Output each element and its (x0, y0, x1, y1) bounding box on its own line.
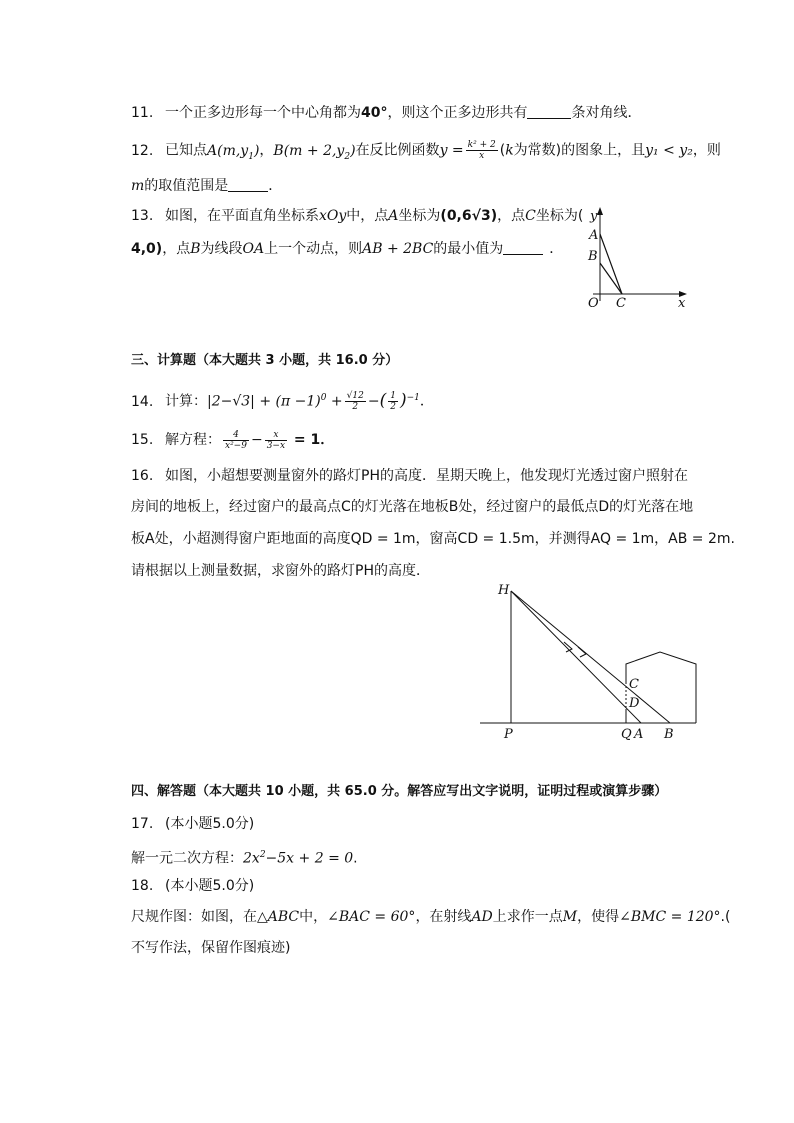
label-y: y (590, 209, 598, 224)
score-label: (本小题5.0分) (165, 816, 255, 832)
subscript: 2 (344, 151, 351, 162)
question-text: 中，点 (346, 208, 389, 224)
question-text: 在反比例函数 (355, 142, 440, 159)
math: AD (471, 909, 493, 925)
section-title: 四、解答题（本大题共 10 小题，共 65.0 分。解答应写出文字说明，证明过程或演算步骤） (131, 784, 668, 799)
answer-blank[interactable] (228, 177, 268, 192)
math: AB + 2BC (362, 241, 434, 257)
question-16-line2: 房间的地板上，经过窗户的最高点C的灯光落在地板B处，经过窗户的最低点D的灯光落在地 (131, 499, 694, 515)
math: M (562, 909, 578, 925)
math: A (388, 208, 399, 224)
question-number: 15. (131, 432, 154, 448)
question-text: 解方程： (165, 432, 221, 448)
question-text: 为常数)的图象上，且 (513, 142, 646, 159)
math: + (326, 393, 343, 410)
question-number: 11. (131, 105, 154, 121)
math-var: m (131, 178, 145, 194)
question-15 (131, 428, 334, 452)
question-14 (131, 386, 434, 414)
punct: ． (268, 178, 283, 194)
question-13 (131, 206, 583, 226)
question-text: 的最小值为 (433, 241, 504, 257)
label-c: C (616, 296, 626, 310)
superscript: −1 (406, 393, 420, 403)
question-text: 的取值范围是 (144, 178, 229, 194)
answer-blank[interactable] (527, 104, 571, 119)
label-c: C (629, 677, 639, 692)
numerator: x (265, 430, 287, 441)
arrow-mark (564, 642, 572, 652)
question-text: 如图，在平面直角坐标系 (165, 208, 319, 224)
math: |2−√3| + (π −1) (207, 393, 321, 410)
fraction (345, 391, 366, 412)
denominator: x (479, 151, 485, 161)
punct: ． (419, 393, 434, 410)
punct: . (353, 850, 358, 867)
question-text: 上一个动点，则 (264, 241, 363, 257)
numerator: 4 (223, 430, 249, 441)
question-text: 中， (299, 909, 328, 925)
math: 2x (243, 850, 260, 867)
math: = 1． (289, 432, 335, 448)
question-16 (131, 466, 688, 486)
section-title: 三、计算题（本大题共 3 小题，共 16.0 分） (131, 353, 399, 368)
question-text: ，点 (162, 241, 191, 257)
math-function: y = (439, 142, 464, 159)
question-text: 上求作一点 (492, 909, 563, 925)
question-number: 18. (131, 878, 154, 894)
label-h: H (498, 583, 510, 598)
label-b: B (588, 249, 598, 264)
punct: ， (259, 142, 274, 159)
numerator: 1 (390, 391, 396, 402)
question-text: 尺规作图：如图，在 (131, 909, 257, 925)
math: B (190, 241, 201, 257)
fraction (265, 430, 287, 451)
angle-value: 40° (361, 105, 388, 121)
question-text: ，在射线 (415, 909, 472, 925)
segment-bc (600, 263, 622, 294)
subscript: 1 (248, 151, 254, 162)
question-text: 计算： (165, 393, 207, 410)
question-text: ，点 (497, 208, 526, 224)
q13-coordinate-figure (585, 205, 695, 310)
fraction (223, 430, 249, 451)
punct: ( (499, 142, 506, 159)
question-number: 17. (131, 816, 154, 832)
question-11 (131, 103, 641, 123)
question-number: 14. (131, 393, 154, 410)
math: △ABC (257, 909, 300, 925)
fraction (466, 140, 498, 161)
q16-streetlight-figure (470, 578, 710, 748)
question-18-line2 (131, 907, 730, 927)
math: ∠BMC = 120° (619, 909, 721, 925)
superscript: 0 (320, 393, 327, 403)
superscript: 2 (259, 850, 266, 860)
math: A(m,y (207, 142, 249, 159)
math: ) (350, 142, 356, 159)
question-text: 为线段 (200, 241, 243, 257)
math: ∠BAC = 60° (327, 909, 416, 925)
punct: ． (549, 241, 564, 257)
question-text: ，则这个正多边形共有 (387, 105, 528, 121)
numerator: k² + 2 (467, 140, 496, 150)
math: xOy (319, 208, 347, 224)
math-point-a (207, 142, 260, 162)
question-13-line2 (131, 239, 563, 259)
math-var: k (505, 142, 514, 159)
question-number: 16. (131, 468, 154, 484)
math: −5x + 2 = 0 (265, 850, 354, 867)
question-17 (131, 814, 254, 834)
label-o: O (588, 296, 599, 310)
label-x: x (678, 296, 686, 310)
question-12 (131, 140, 721, 166)
question-text: ，则 (692, 142, 721, 159)
question-text: 解一元二次方程： (131, 850, 243, 867)
label-p: P (504, 727, 513, 742)
math: − (250, 432, 263, 448)
question-text: 坐标为 (398, 208, 441, 224)
question-text: 条对角线． (571, 105, 642, 121)
denominator: 2 (352, 402, 359, 413)
denominator: x²−9 (225, 440, 247, 451)
math: − (367, 393, 380, 410)
label-q: Q (621, 727, 632, 742)
question-number: 13. (131, 208, 154, 224)
score-label: (本小题5.0分) (165, 878, 255, 894)
math: C (525, 208, 536, 224)
numerator: √12 (346, 391, 364, 402)
label-d: D (629, 696, 640, 711)
math-inequality: y₁ < y₂ (645, 142, 693, 159)
math: OA (242, 241, 265, 257)
punct: .( (720, 909, 731, 925)
question-12-line2 (131, 176, 282, 196)
answer-blank[interactable] (503, 240, 543, 255)
math-coordinate: (0,6√3) (440, 208, 498, 224)
math-coordinate: 4,0) (131, 241, 163, 257)
denominator: 2 (390, 402, 396, 413)
math-point-b (273, 142, 356, 162)
math: ( (379, 390, 387, 411)
question-18 (131, 876, 254, 896)
label-a: A (589, 228, 599, 243)
light-ray-to-a (511, 591, 641, 723)
question-18-line3: 不写作法，保留作图痕迹) (131, 940, 291, 956)
question-text: 已知点 (165, 142, 207, 159)
math: ) (253, 142, 260, 159)
y-axis-arrow (597, 207, 603, 215)
math: B(m + 2,y (273, 142, 345, 159)
question-text: 一个正多边形每一个中心角都为 (165, 105, 361, 121)
fraction (388, 391, 398, 412)
question-number: 12. (131, 142, 154, 159)
question-text: 坐标为( (535, 208, 584, 224)
label-a: A (634, 727, 644, 742)
question-text: 如图，小超想要测量窗外的路灯PH的高度．星期天晚上，他发现灯光透过窗户照射在 (165, 468, 688, 484)
question-16-line3: 板A处，小超测得窗户距地面的高度QD = 1m，窗高CD = 1.5m，并测得AQ = 1m，AB = 2m. (131, 531, 735, 547)
denominator: 3−x (266, 440, 286, 451)
question-text: ，使得 (577, 909, 620, 925)
segment-ac (600, 234, 622, 294)
label-b: B (664, 727, 674, 742)
question-17-line2 (131, 845, 358, 869)
math: ) (399, 390, 407, 411)
question-16-line4: 请根据以上测量数据，求窗外的路灯PH的高度． (131, 563, 430, 579)
